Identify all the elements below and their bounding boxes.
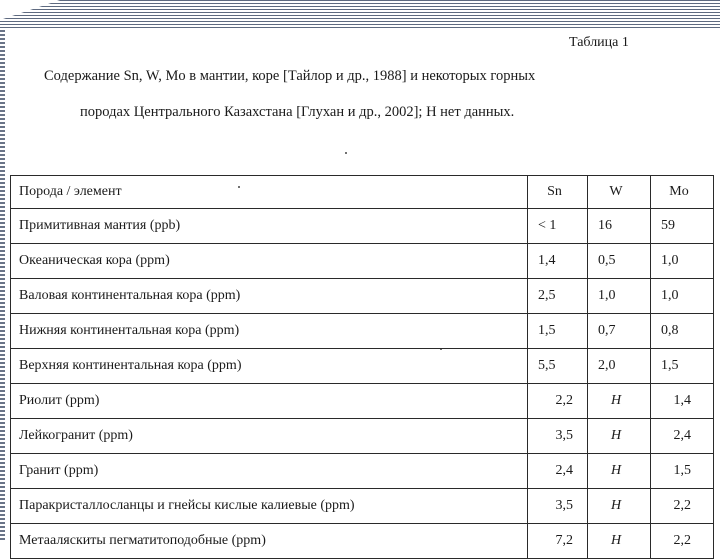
table-row xyxy=(11,384,714,419)
header-rock-element: Порода / элемент xyxy=(11,176,528,209)
rock-name: Паракристаллосланцы и гнейсы кислые калиевые (ppm) xyxy=(11,489,528,524)
mo-value: 0,8 xyxy=(651,314,714,349)
sn-value: 2,4 xyxy=(528,454,588,489)
table-row xyxy=(11,279,714,314)
w-value: 2,0 xyxy=(588,349,651,384)
table-row xyxy=(11,419,714,454)
document-title-line-1: Содержание Sn, W, Mo в мантии, коре [Тайлор и др., 1988] и некоторых горных xyxy=(44,68,536,84)
sn-value: 2,2 xyxy=(528,384,588,419)
header-mo: Mo xyxy=(651,176,714,209)
document-title-line-2: породах Центрального Казахстана [Глухан и др., 2002]; Н нет данных. xyxy=(80,104,515,120)
mo-value: 1,4 xyxy=(651,384,714,419)
sn-value: < 1 xyxy=(528,209,588,244)
table-row xyxy=(11,524,714,559)
table-row xyxy=(11,209,714,244)
w-value: Н xyxy=(588,384,651,419)
rock-name: Примитивная мантия (ppb) xyxy=(11,209,528,244)
table-row xyxy=(11,314,714,349)
table-row xyxy=(11,244,714,279)
w-value: 0,7 xyxy=(588,314,651,349)
header-w: W xyxy=(588,176,651,209)
w-value: Н xyxy=(588,489,651,524)
mo-value: 59 xyxy=(651,209,714,244)
sn-value: 1,4 xyxy=(528,244,588,279)
w-value: Н xyxy=(588,454,651,489)
mo-value: 1,0 xyxy=(651,279,714,314)
slide-top-decoration xyxy=(0,0,720,30)
rock-name: Валовая континентальная кора (ppm) xyxy=(11,279,528,314)
sn-value: 5,5 xyxy=(528,349,588,384)
mo-value: 2,2 xyxy=(651,524,714,559)
mo-value: 1,5 xyxy=(651,454,714,489)
sn-value: 7,2 xyxy=(528,524,588,559)
sn-value: 3,5 xyxy=(528,489,588,524)
table-header-row xyxy=(11,176,714,209)
mo-value: 1,0 xyxy=(651,244,714,279)
mo-value: 1,5 xyxy=(651,349,714,384)
table-row xyxy=(11,489,714,524)
w-value: 16 xyxy=(588,209,651,244)
rock-name: Лейкогранит (ppm) xyxy=(11,419,528,454)
sn-value: 1,5 xyxy=(528,314,588,349)
rock-name: Нижняя континентальная кора (ppm) xyxy=(11,314,528,349)
rock-name: Океаническая кора (ppm) xyxy=(11,244,528,279)
header-sn: Sn xyxy=(528,176,588,209)
rock-name: Риолит (ppm) xyxy=(11,384,528,419)
w-value: 0,5 xyxy=(588,244,651,279)
element-content-table xyxy=(10,175,714,559)
scan-speck xyxy=(345,152,347,154)
w-value: Н xyxy=(588,419,651,454)
w-value: Н xyxy=(588,524,651,559)
mo-value: 2,2 xyxy=(651,489,714,524)
sn-value: 3,5 xyxy=(528,419,588,454)
w-value: 1,0 xyxy=(588,279,651,314)
table-row xyxy=(11,454,714,489)
slide-left-decoration xyxy=(0,30,5,540)
sn-value: 2,5 xyxy=(528,279,588,314)
rock-name: Гранит (ppm) xyxy=(11,454,528,489)
table-row xyxy=(11,349,714,384)
mo-value: 2,4 xyxy=(651,419,714,454)
table-caption: Таблица 1 xyxy=(569,35,629,50)
rock-name: Метааляскиты пегматитоподобные (ppm) xyxy=(11,524,528,559)
rock-name: Верхняя континентальная кора (ppm) xyxy=(11,349,528,384)
